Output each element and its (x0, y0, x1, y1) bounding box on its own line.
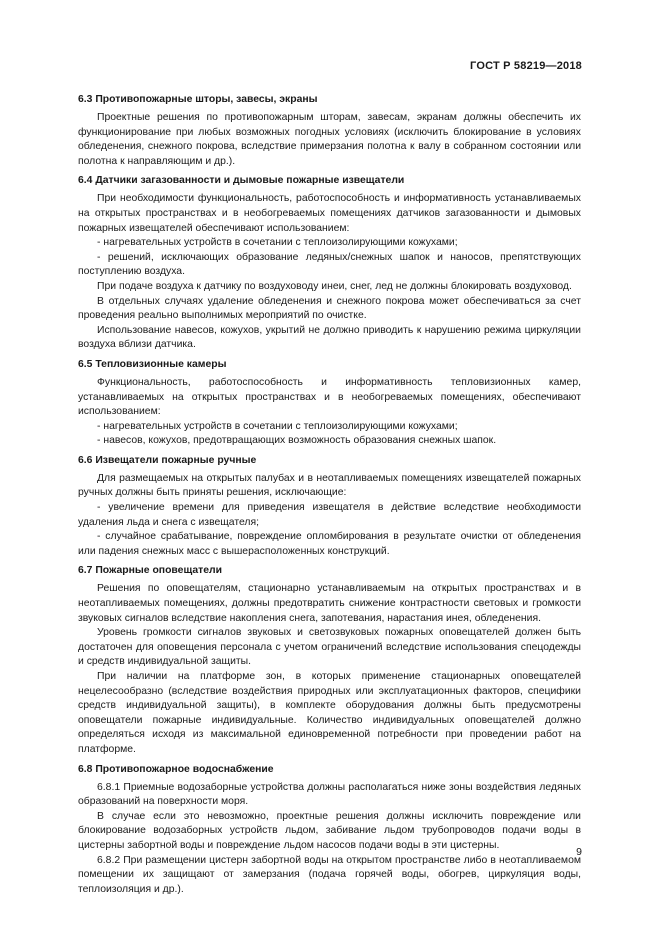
paragraph: В случае если это невозможно, проектные решения должны исключить повреждение или блокирование водозаборных устройств льдом, забивание льдом трубопроводов подачи воды в цистерны забортной воды и повреждение льдом насосов подачи воды в эти цистерны. (78, 810, 581, 851)
page-number: 9 (576, 846, 582, 858)
section-6-6 (78, 453, 581, 560)
section-6-4 (78, 173, 581, 353)
paragraph: Функциональность, работоспособность и информативность тепловизионных камер, устанавливаемых на открытых пространствах и в необогреваемых помещениях, обеспечивают использованием: (78, 376, 581, 418)
paragraph: При наличии на платформе зон, в которых применение стационарных оповещателей нецелесообразно (вследствие воздействия природных или эксплуатационных факторов, специфики средств индивидуальной защиты), в комплекте оборудования должны быть предусмотрены оповещатели пожарные индивидуальные. Количество индивидуальных оповещателей должно определяться исходя из максимальной единовременной потребности при проведении работ на платформе. (78, 671, 581, 755)
section-heading: 6.4 Датчики загазованности и дымовые пожарные извещатели (78, 175, 405, 187)
paragraph: Уровень громкости сигналов звуковых и светозвуковых пожарных оповещателей должен быть достаточен для оповещения персонала с учетом ограничений вследствие использования спецодежды и средств индивидуальной защиты. (78, 627, 581, 668)
section-heading: 6.8 Противопожарное водоснабжение (78, 763, 274, 775)
document-body (78, 92, 581, 901)
list-item: - решений, исключающих образование ледяных/снежных шапок и наносов, препятствующих поступлению воздуха. (78, 251, 581, 278)
paragraph: В отдельных случаях удаление обледенения и снежного покрова может обеспечиваться за счет проведения реально выполнимых мероприятий по очистке. (78, 295, 581, 322)
section-6-3 (78, 92, 581, 169)
list-item: - случайное срабатывание, повреждение опломбирования в результате очистки от обледенения или падения снежных масс с вышерасположенных конструкций. (78, 531, 581, 557)
paragraph: При необходимости функциональность, работоспособность и информативность устанавливаемых на открытых пространствах и в необогреваемых помещениях датчиков загазованности и дымовых пожарных извещателей обеспечивают использованием: (78, 193, 581, 234)
section-heading: 6.5 Тепловизионные камеры (78, 358, 227, 370)
list-item: - нагревательных устройств в сочетании с теплоизолирующими кожухами; (97, 420, 458, 432)
list-item: - навесов, кожухов, предотвращающих возможность образования снежных шапок. (97, 435, 497, 447)
paragraph: При подаче воздуха к датчику по воздуховоду инеи, снег, лед не должны блокировать воздуховод. (97, 280, 572, 292)
paragraph: Решения по оповещателям, стационарно устанавливаемым на открытых пространствах и в неотапливаемых помещениях, должны предотвратить снижение контрастности световых и громкости звуковых сигналов вследствие накопления снега, запотевания, нарастания инея, обледенения. (78, 583, 581, 624)
section-6-5 (78, 357, 581, 449)
section-6-8 (78, 762, 581, 898)
paragraph: Использование навесов, кожухов, укрытий не должно приводить к нарушению режима циркуляции воздуха вблизи датчика. (78, 324, 581, 351)
paragraph: Для размещаемых на открытых палубах и в неотапливаемых помещениях извещателей пожарных ручных должны быть приняты решения, исключающие: (78, 472, 581, 499)
paragraph: Проектные решения по противопожарным шторам, завесам, экранам должны обеспечить их функционирование при любых возможных погодных условиях (исключить блокирование в условиях обледенения, снежного покрова, вследствие примерзания полотна к валу в собранном состоянии или полотна к направляющим и др.). (78, 112, 581, 167)
section-heading: 6.6 Извещатели пожарные ручные (78, 454, 257, 466)
section-heading: 6.3 Противопожарные шторы, завесы, экраны (78, 94, 318, 105)
list-item: - увеличение времени для приведения извещателя в действие вследствие необходимости удаления льда и снега с извещателя; (78, 502, 581, 528)
paragraph: 6.8.2 При размещении цистерн забортной воды на открытом пространстве либо в неотапливаемом помещении их защищают от замерзания (подача горячей воды, обогрев, циркуляция воды, теплоизоляция и др.). (78, 854, 581, 895)
list-item: - нагревательных устройств в сочетании с теплоизолирующими кожухами; (97, 237, 458, 249)
section-6-7 (78, 563, 581, 757)
paragraph: 6.8.1 Приемные водозаборные устройства должны располагаться ниже зоны воздействия ледяных образований на поверхности моря. (78, 781, 581, 808)
document-code: ГОСТ Р 58219—2018 (470, 60, 582, 72)
section-heading: 6.7 Пожарные оповещатели (78, 565, 222, 577)
